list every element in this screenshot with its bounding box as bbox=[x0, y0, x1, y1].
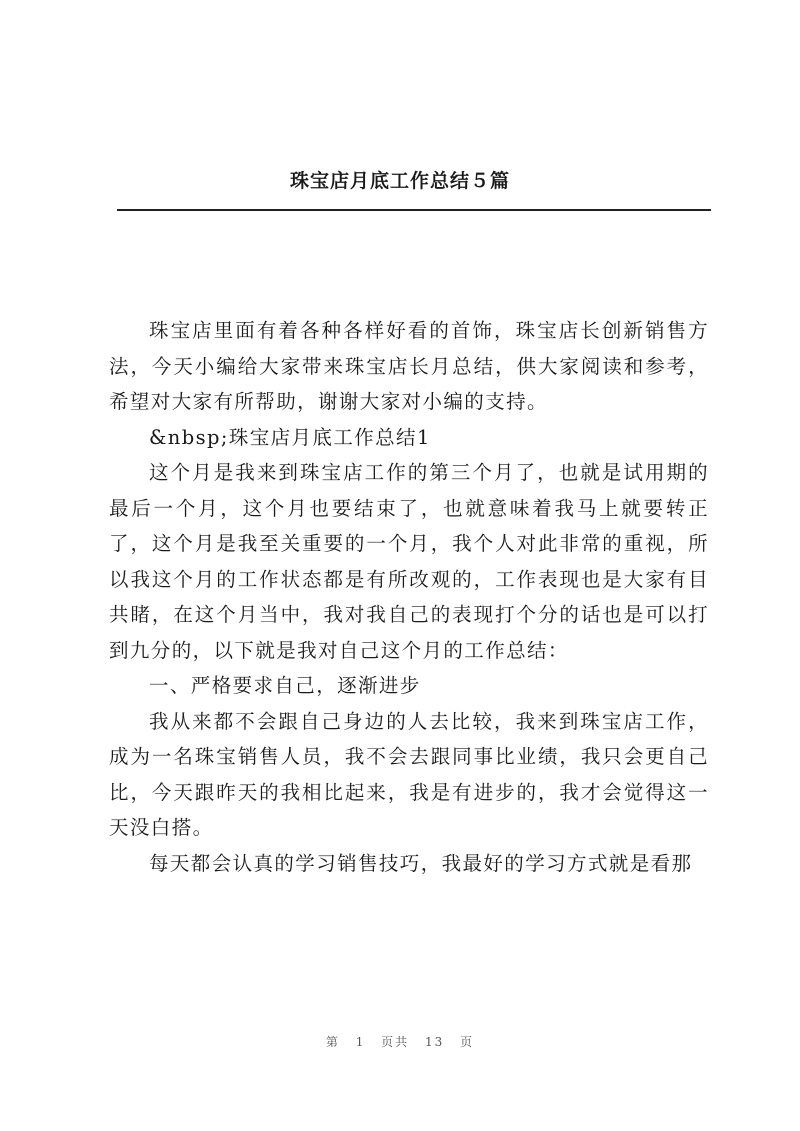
paragraph-section-heading: &nbsp;珠宝店月底工作总结1 bbox=[149, 425, 431, 449]
paragraph-body: 每天都会认真的学习销售技巧，我最好的学习方式就是看那 bbox=[149, 851, 693, 875]
page-number-footer: 第 1 页共 13 页 bbox=[325, 1035, 475, 1049]
document-title: 珠宝店月底工作总结５篇 bbox=[289, 170, 510, 192]
document-body bbox=[109, 313, 709, 881]
paragraph-body: 我从来都不会跟自己身边的人去比较，我来到珠宝店工作，成为一名珠宝销售人员，我不会去跟同事比业绩，我只会更自己比，今天跟昨天的我相比起来，我是有进步的，我才会觉得这一天没白搭。 bbox=[109, 709, 709, 839]
paragraph-body: 这个月是我来到珠宝店工作的第三个月了，也就是试用期的最后一个月，这个月也要结束了，也就意味着我马上就要转正了，这个月是我至关重要的一个月，我个人对此非常的重视，所以我这个月的工作状态都是有所改观的，工作表现也是大家有目共睹，在这个月当中，我对我自己的表现打个分的话也是可以打到九分的，以下就是我对自己这个月的工作总结： bbox=[109, 461, 709, 662]
paragraph-intro: 珠宝店里面有着各种各样好看的首饰，珠宝店长创新销售方法，今天小编给大家带来珠宝店长月总结，供大家阅读和参考，希望对大家有所帮助，谢谢大家对小编的支持。 bbox=[109, 319, 709, 413]
paragraph-subheading: 一、严格要求自己，逐渐进步 bbox=[149, 674, 421, 697]
title-underline bbox=[117, 209, 711, 211]
